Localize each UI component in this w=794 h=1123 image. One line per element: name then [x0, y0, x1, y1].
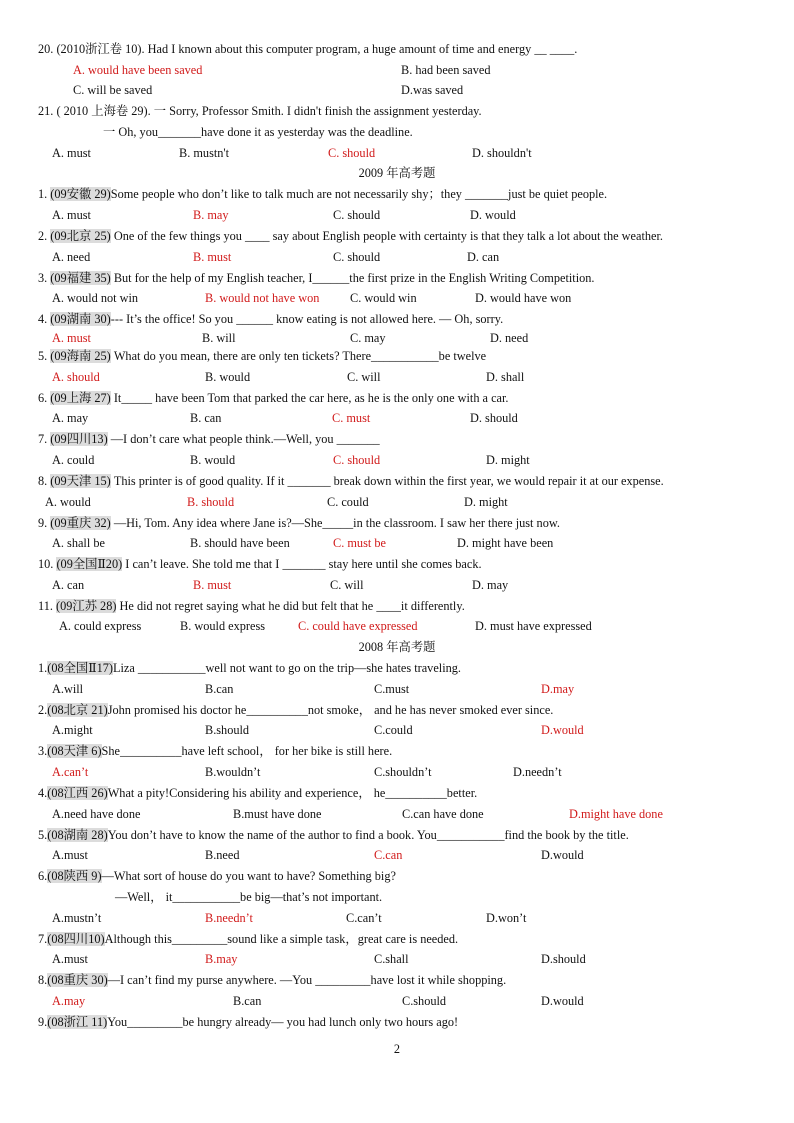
- source-tag: (09海南 25): [50, 349, 111, 363]
- option-c: C.could: [374, 723, 413, 737]
- option-a: A. must: [52, 331, 91, 345]
- option-d: D. might: [486, 453, 530, 467]
- option-a: A. must: [52, 146, 91, 160]
- option-d: D.would: [541, 723, 584, 737]
- question-stem: 3.(08天津 6)She__________have left school， for her bike is still here.: [38, 744, 393, 758]
- option-a: A. could: [52, 453, 95, 467]
- option-b: B.can: [205, 682, 234, 696]
- option-d: D. should: [470, 411, 518, 425]
- option-c: C. may: [350, 331, 386, 345]
- option-b: B.needn’t: [205, 911, 253, 925]
- option-c: C.can: [374, 848, 403, 862]
- option-d: D. may: [472, 578, 509, 592]
- option-c: C.can have done: [402, 807, 484, 821]
- option-c: C. will: [330, 578, 364, 592]
- question-stem: 20. (2010浙江卷 10). Had I known about this computer program, a huge amount of time and energy __ ____.: [38, 42, 578, 56]
- option-a: A.can’t: [52, 765, 89, 779]
- option-b: B. should have been: [190, 536, 290, 550]
- option-c: C. should: [328, 146, 376, 160]
- option-a: A. should: [52, 370, 100, 384]
- option-c: C. will: [347, 370, 381, 384]
- question-stem: 11. (09江苏 28) He did not regret saying what he did but felt that he ____it differently.: [38, 599, 465, 613]
- option-c: C. must: [332, 411, 371, 425]
- option-b: B. would: [205, 370, 251, 384]
- question-stem: 5. (09海南 25) What do you mean, there are only ten tickets? There___________be twelve: [38, 349, 487, 363]
- option-a: A.need have done: [52, 807, 141, 821]
- source-tag: (09江苏 28): [56, 599, 117, 613]
- option-b: B. mustn't: [179, 146, 230, 160]
- option-b: B. can: [190, 411, 222, 425]
- option-a: A.may: [52, 994, 86, 1008]
- option-c: C.should: [402, 994, 447, 1008]
- option-c: C. must be: [333, 536, 386, 550]
- option-b: B.need: [205, 848, 240, 862]
- question-stem: 6.(08陕西 9)—What sort of house do you want to have? Something big?: [38, 869, 396, 883]
- option-c: C.must: [374, 682, 410, 696]
- source-tag: (08江西 26): [47, 786, 108, 800]
- option-b: B. had been saved: [401, 63, 491, 77]
- option-d: D. shall: [486, 370, 525, 384]
- option-b: B. should: [187, 495, 235, 509]
- option-c: C.can’t: [346, 911, 382, 925]
- option-a: A. may: [52, 411, 89, 425]
- source-tag: (09天津 15): [50, 474, 111, 488]
- option-d: D. need: [490, 331, 529, 345]
- section-heading-2008: 2008 年高考题: [358, 640, 436, 654]
- option-b: B. would not have won: [205, 291, 320, 305]
- option-c: C. should: [333, 453, 381, 467]
- source-tag: (09全国Ⅱ20): [56, 557, 123, 571]
- option-d: D. would: [470, 208, 516, 222]
- option-a: A. can: [52, 578, 85, 592]
- source-tag: (09湖南 30): [50, 312, 111, 326]
- option-a: A. shall be: [52, 536, 105, 550]
- source-tag: (08天津 6): [47, 744, 102, 758]
- option-c: C. could have expressed: [298, 619, 418, 633]
- question-stem: 4. (09湖南 30)--- It’s the office! So you ______ know eating is not allowed here. — Oh, sorry.: [38, 312, 504, 326]
- question-stem: 3. (09福建 35) But for the help of my English teacher, I______the first prize in the English Writing Competition.: [38, 271, 595, 285]
- option-a: A.will: [52, 682, 84, 696]
- question-stem-line2: —Well， it___________be big—that’s not important.: [115, 890, 383, 904]
- option-a: A.mustn’t: [52, 911, 102, 925]
- question-stem: 6. (09上海 27) It_____ have been Tom that parked the car here, as he is the only one with a car.: [38, 391, 509, 405]
- source-tag: (08全国Ⅱ17): [47, 661, 113, 675]
- question-stem: 10. (09全国Ⅱ20) I can’t leave. She told me that I _______ stay here until she comes back.: [38, 557, 482, 571]
- question-stem: 9.(08浙江 11)You_________be hungry already— you had lunch only two hours ago!: [38, 1015, 459, 1029]
- option-d: D.may: [541, 682, 575, 696]
- option-d: D.might have done: [569, 807, 663, 821]
- option-b: B. would express: [180, 619, 266, 633]
- option-b: B.should: [205, 723, 250, 737]
- option-c: C.shall: [374, 952, 409, 966]
- option-d: D.would: [541, 994, 584, 1008]
- option-c: C.shouldn’t: [374, 765, 432, 779]
- source-tag: (08北京 21): [47, 703, 108, 717]
- question-stem: 7.(08四川10)Although this_________sound like a simple task，great care is needed.: [38, 932, 459, 946]
- option-b: B. must: [193, 578, 232, 592]
- option-b: B.may: [205, 952, 238, 966]
- question-stem: 2. (09北京 25) One of the few things you ____ say about English people with certainty is that they talk a lot about the weather.: [38, 229, 663, 243]
- question-stem: 1. (09安徽 29)Some people who don’t like to talk much are not necessarily shy；they _______just be quiet people.: [38, 187, 608, 201]
- option-a: A.must: [52, 952, 88, 966]
- option-a: A.must: [52, 848, 88, 862]
- option-b: B. will: [202, 331, 236, 345]
- question-stem: 8. (09天津 15) This printer is of good quality. If it _______ break down within the first year, we would repair it at our expense.: [38, 474, 664, 488]
- option-b: B. would: [190, 453, 236, 467]
- option-d: D.was saved: [401, 83, 464, 97]
- question-stem-line2: 一 Oh, you_______have done it as yesterday was the deadline.: [103, 125, 413, 139]
- option-a: A. would have been saved: [73, 63, 203, 77]
- option-d: D.needn’t: [513, 765, 562, 779]
- option-d: D. can: [467, 250, 500, 264]
- source-tag: (09福建 35): [50, 271, 111, 285]
- question-stem: 4.(08江西 26)What a pity!Considering his ability and experience， he__________better.: [38, 786, 478, 800]
- option-d: D. shouldn't: [472, 146, 532, 160]
- option-a: A.might: [52, 723, 93, 737]
- source-tag: (08重庆 30): [47, 973, 108, 987]
- source-tag: (09上海 27): [50, 391, 111, 405]
- question-stem: 2.(08北京 21)John promised his doctor he__________not smoke， and he has never smoked ever since.: [38, 703, 554, 717]
- option-a: A. could express: [59, 619, 142, 633]
- option-a: A. would: [45, 495, 91, 509]
- question-stem: 9. (09重庆 32) —Hi, Tom. Any idea where Jane is?—She_____in the classroom. I saw her there just now.: [38, 516, 560, 530]
- source-tag: (08陕西 9): [47, 869, 102, 883]
- option-d: D.would: [541, 848, 584, 862]
- question-stem: 8.(08重庆 30)—I can’t find my purse anywhere. —You _________have lost it while shopping.: [38, 973, 507, 987]
- option-c: C. should: [333, 250, 381, 264]
- option-a: A. must: [52, 208, 91, 222]
- option-d: D. might: [464, 495, 508, 509]
- question-stem: 21. ( 2010 上海卷 29). 一 Sorry, Professor Smith. I didn't finish the assignment yesterday.: [38, 104, 482, 118]
- source-tag: (09北京 25): [50, 229, 111, 243]
- option-a: A. would not win: [52, 291, 139, 305]
- option-a: A. need: [52, 250, 91, 264]
- source-tag: (08浙江 11): [47, 1015, 108, 1029]
- option-c: C. should: [333, 208, 381, 222]
- question-stem: 5.(08湖南 28)You don’t have to know the name of the author to find a book. You___________find the book by the title.: [38, 828, 629, 842]
- option-d: D. must have expressed: [475, 619, 592, 633]
- option-b: B. must: [193, 250, 232, 264]
- option-b: B.can: [233, 994, 262, 1008]
- option-b: B. may: [193, 208, 229, 222]
- option-c: C. could: [327, 495, 369, 509]
- option-b: B.wouldn’t: [205, 765, 261, 779]
- page-number: 2: [393, 1042, 401, 1056]
- source-tag: (09安徽 29): [50, 187, 111, 201]
- source-tag: (09重庆 32): [50, 516, 111, 530]
- question-stem: 1.(08全国Ⅱ17)Liza ___________well not want to go on the trip—she hates traveling.: [38, 661, 461, 675]
- option-c: C. would win: [350, 291, 417, 305]
- option-d: D. would have won: [475, 291, 572, 305]
- option-d: D.won’t: [486, 911, 527, 925]
- section-heading-2009: 2009 年高考题: [358, 166, 436, 180]
- option-b: B.must have done: [233, 807, 322, 821]
- source-tag: (09四川13): [50, 432, 108, 446]
- option-d: D. might have been: [457, 536, 554, 550]
- option-c: C. will be saved: [73, 83, 153, 97]
- source-tag: (08湖南 28): [47, 828, 108, 842]
- question-stem: 7. (09四川13) —I don’t care what people think.—Well, you _______: [38, 432, 380, 446]
- source-tag: (08四川10): [47, 932, 105, 946]
- option-d: D.should: [541, 952, 586, 966]
